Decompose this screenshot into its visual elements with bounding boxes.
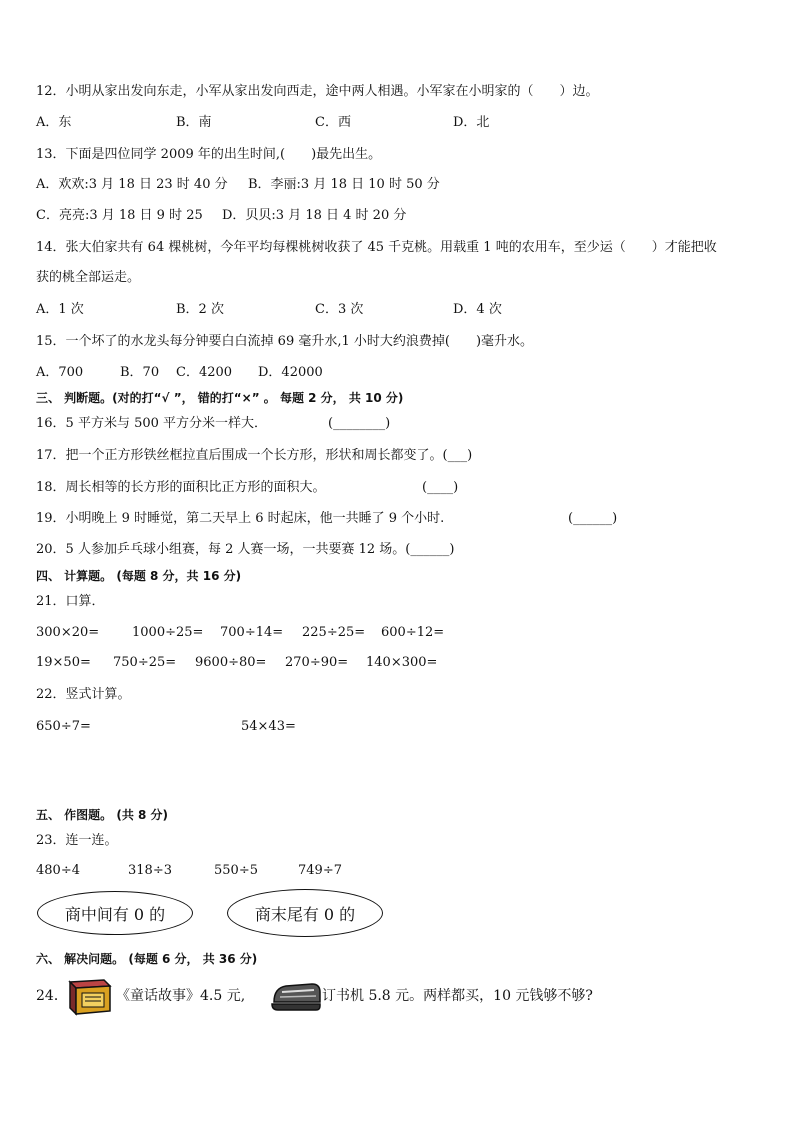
q12-option-a: A．东 [36, 115, 72, 130]
question-20-text: 20．5 人参加乒乓球小组赛，每 2 人赛一场，一共要赛 12 场。(______) [36, 542, 455, 557]
question-17-text: 17．把一个正方形铁丝框拉直后围成一个长方形，形状和周长都变了。(___) [36, 448, 473, 463]
match-expression[interactable]: 318÷3 [128, 863, 172, 878]
question-16-text: 16．5 平方米与 500 平方分米一样大． [36, 416, 268, 431]
book-icon [64, 978, 114, 1016]
question-16-answer-blank[interactable]: (________) [328, 416, 391, 431]
question-23-title: 23．连一连。 [36, 833, 118, 848]
oral-calc-item: 9600÷80= [195, 655, 267, 670]
section-5-heading: 五、 作图题。 (共 8 分) [36, 808, 169, 822]
question-12-text: 12．小明从家出发向东走，小军从家出发向西走，途中两人相遇。小军家在小明家的（ ）边。 [36, 84, 599, 99]
q13-option-b: B．李丽:3 月 18 日 10 时 50 分 [248, 177, 440, 192]
question-18-text: 18．周长相等的长方形的面积比正方形的面积大。 [36, 480, 326, 495]
stapler-icon [268, 980, 322, 1012]
q15-option-b: B．70 [120, 365, 160, 380]
q13-option-a: A．欢欢:3 月 18 日 23 时 40 分 [36, 177, 228, 192]
section-4-heading: 四、 计算题。 (每题 8 分，共 16 分) [36, 569, 242, 583]
oral-calc-item: 750÷25= [113, 655, 177, 670]
match-target-ellipse[interactable] [37, 891, 193, 935]
q13-option-d: D．贝贝:3 月 18 日 4 时 20 分 [222, 208, 407, 223]
oral-calc-item: 225÷25= [302, 625, 366, 640]
oral-calc-item: 600÷12= [381, 625, 445, 640]
match-target-label: 商中间有 0 的 [64, 904, 166, 924]
q14-option-b: B．2 次 [176, 302, 224, 317]
question-19-text: 19．小明晚上 9 时睡觉，第二天早上 6 时起床，他一共睡了 9 个小时. [36, 511, 445, 526]
question-24-part2: 订书机 5.8 元。两样都买，10 元钱够不够? [322, 988, 593, 1004]
section-3-heading: 三、 判断题。(对的打“√ ”， 错的打“×” 。 每题 2 分， 共 10 分) [36, 391, 404, 405]
q14-option-c: C．3 次 [315, 302, 364, 317]
match-expression[interactable]: 550÷5 [214, 863, 258, 878]
match-target-label: 商末尾有 0 的 [254, 904, 356, 924]
q15-option-c: C．4200 [176, 365, 233, 380]
question-21-title: 21．口算． [36, 594, 105, 609]
oral-calc-item: 270÷90= [285, 655, 349, 670]
vertical-calc-item: 650÷7= [36, 719, 91, 734]
match-expression[interactable]: 480÷4 [36, 863, 80, 878]
oral-calc-item: 19×50= [36, 655, 91, 670]
question-15-text: 15．一个坏了的水龙头每分钟要白白流掉 69 毫升水,1 小时大约浪费掉( )毫升水。 [36, 334, 534, 349]
question-14-text-line1: 14．张大伯家共有 64 棵桃树，今年平均每棵桃树收获了 45 千克桃。用载重 1 吨的农用车，至少运（ ）才能把收 [36, 240, 717, 255]
match-target-ellipse[interactable] [227, 889, 383, 937]
question-24-number: 24． [36, 988, 68, 1004]
q12-option-b: B．南 [176, 115, 212, 130]
question-13-text: 13．下面是四位同学 2009 年的出生时间,( )最先出生。 [36, 147, 382, 162]
question-18-answer-blank[interactable]: (____) [422, 480, 459, 495]
oral-calc-item: 1000÷25= [132, 625, 204, 640]
q15-option-a: A．700 [36, 365, 84, 380]
q15-option-d: D．42000 [258, 365, 323, 380]
vertical-calc-item: 54×43= [241, 719, 296, 734]
question-22-title: 22．竖式计算。 [36, 687, 131, 702]
q12-option-c: C．西 [315, 115, 351, 130]
match-expression[interactable]: 749÷7 [298, 863, 342, 878]
q12-option-d: D．北 [453, 115, 490, 130]
section-6-heading: 六、 解决问题。 (每题 6 分， 共 36 分) [36, 952, 258, 966]
question-24-part1: 《童话故事》4.5 元, [116, 988, 246, 1004]
oral-calc-item: 700÷14= [220, 625, 284, 640]
oral-calc-item: 140×300= [366, 655, 438, 670]
question-14-text-line2: 获的桃全部运走。 [36, 270, 141, 285]
q14-option-d: D．4 次 [453, 302, 502, 317]
q13-option-c: C．亮亮:3 月 18 日 9 时 25 [36, 208, 203, 223]
oral-calc-item: 300×20= [36, 625, 100, 640]
question-19-answer-blank[interactable]: (______) [568, 511, 618, 526]
q14-option-a: A．1 次 [36, 302, 84, 317]
